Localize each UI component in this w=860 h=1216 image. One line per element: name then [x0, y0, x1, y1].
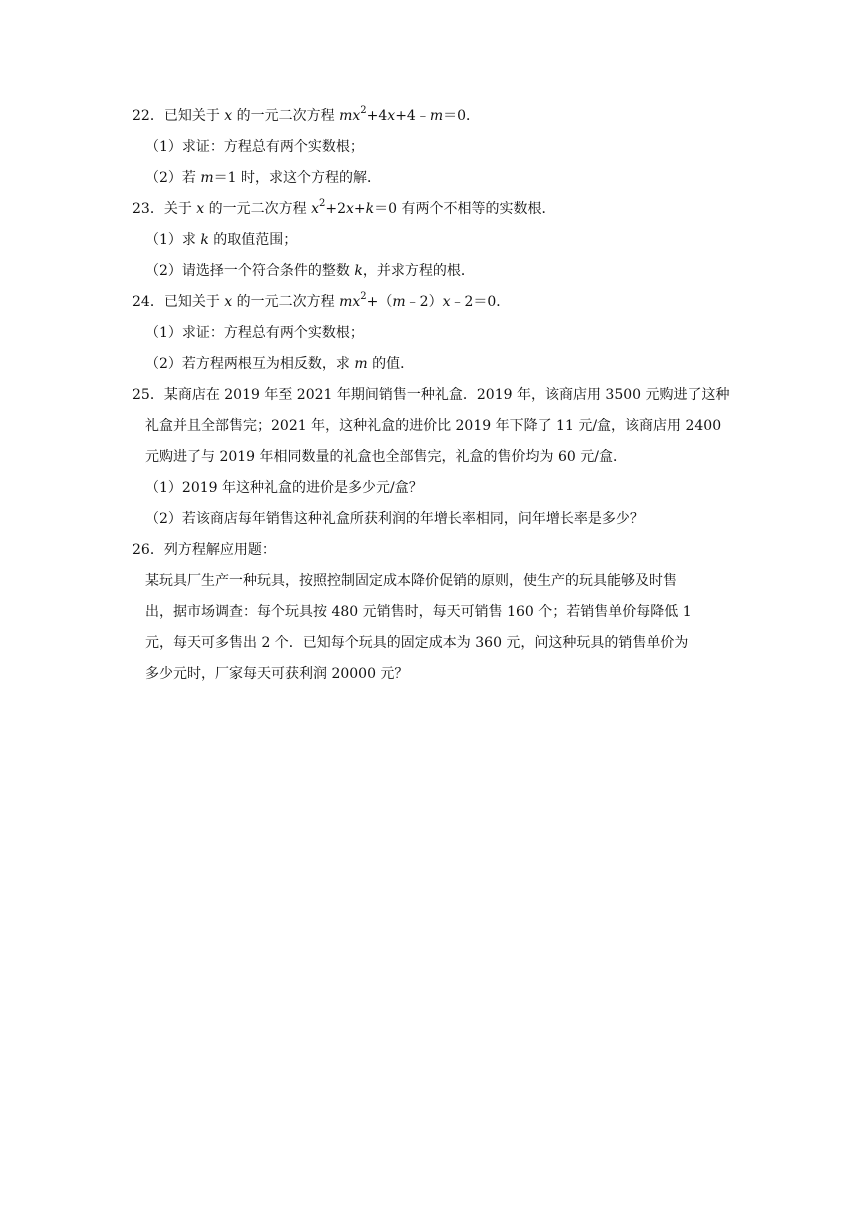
- question-number: 22．: [132, 108, 164, 124]
- question-number: 26．: [132, 542, 164, 558]
- question-26-body-line-1: 某玩具厂生产一种玩具，按照控制固定成本降价促销的原则，使生产的玩具能够及时售: [145, 573, 677, 589]
- question-24-part-2: （2）若方程两根互为相反数，求 m 的值．: [145, 356, 415, 372]
- question-22-part-1: （1）求证：方程总有两个实数根；: [145, 139, 364, 155]
- question-number: 23．: [132, 201, 164, 217]
- question-25-part-1: （1）2019 年这种礼盒的进价是多少元/盒？: [145, 480, 423, 496]
- question-25-stem-line-1: 25．某商店在 2019 年至 2021 年期间销售一种礼盒．2019 年，该商店用 3500 元购进了这种: [132, 380, 744, 411]
- question-25-stem-line-3: 元购进了与 2019 年相同数量的礼盒也全部售完，礼盒的售价均为 60 元/盒．: [145, 449, 627, 465]
- question-number: 24．: [132, 294, 164, 310]
- question-23-part-1: （1）求 k 的取值范围；: [145, 232, 298, 248]
- question-26-body-line-4: 多少元时，厂家每天可获利润 20000 元？: [145, 666, 409, 682]
- question-22-stem: 22．已知关于 x 的一元二次方程 $mx^2+4x+4﹣m=0$．: [132, 101, 744, 132]
- question-25-part-2: （2）若该商店每年销售这种礼盒所获利润的年增长率相同，问年增长率是多少？: [145, 511, 644, 527]
- question-24-stem: 24．已知关于 x 的一元二次方程 $mx^2+(m﹣2)x﹣2=0$．: [132, 287, 744, 318]
- question-23-stem: 23．关于 x 的一元二次方程 $x^2+2x+k=0$ 有两个不相等的实数根．: [132, 194, 744, 225]
- question-list: [132, 101, 744, 690]
- question-26-stem: 26．列方程解应用题：: [132, 535, 744, 566]
- question-26-body-line-3: 元，每天可多售出 2 个．已知每个玩具的固定成本为 360 元，问这种玩具的销售单价为: [145, 635, 689, 651]
- question-22-part-2: （2）若 m＝1 时，求这个方程的解．: [145, 170, 381, 186]
- question-23-part-2: （2）请选择一个符合条件的整数 k，并求方程的根．: [145, 263, 475, 279]
- question-25-stem-line-2: 礼盒并且全部售完；2021 年，这种礼盒的进价比 2019 年下降了 11 元/盒，该商店用 2400: [145, 418, 722, 434]
- question-26-body-line-2: 出，据市场调查：每个玩具按 480 元销售时，每天可销售 160 个；若销售单价每降低 1: [145, 604, 692, 620]
- question-24-part-1: （1）求证：方程总有两个实数根；: [145, 325, 364, 341]
- question-number: 25．: [132, 387, 164, 403]
